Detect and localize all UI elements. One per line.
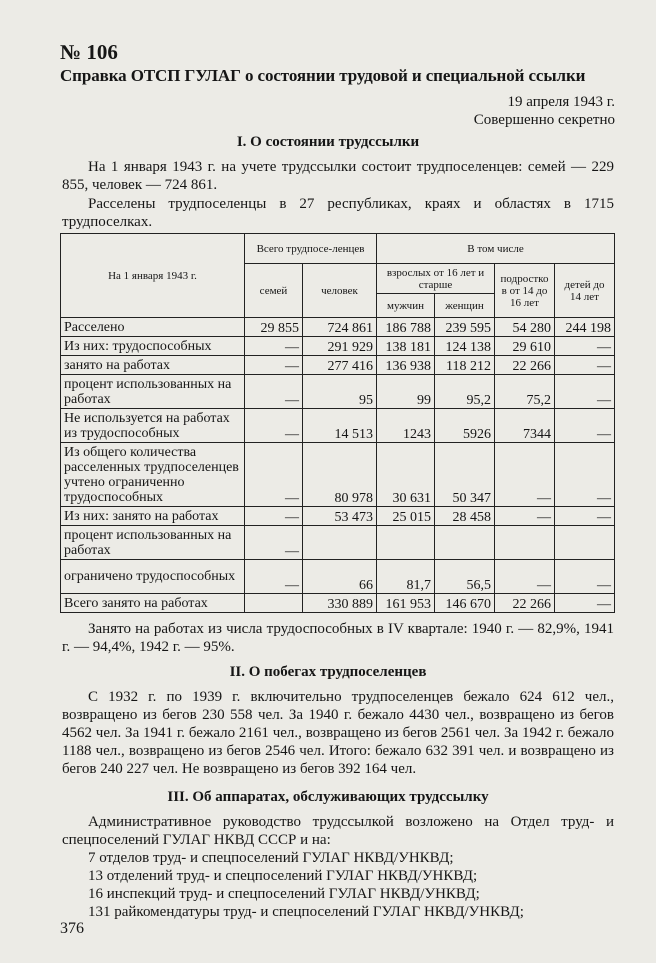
cell-families: — — [245, 409, 303, 443]
cell-families: — — [245, 526, 303, 560]
list-item: 7 отделов труд- и спецпоселений ГУЛАГ НКВД/УНКВД; — [88, 850, 454, 866]
cell-teens: 54 280 — [495, 318, 555, 337]
after-table-paragraph: Занято на работах из числа трудоспособных в IV квартале: 1940 г. — 82,9%, 1941 г. — 94,4%, 1942 г. — 95%. — [62, 621, 614, 655]
cell-families: — — [245, 507, 303, 526]
row-label: Расселено — [61, 318, 245, 337]
document-number: № 106 — [60, 40, 118, 64]
cell-teens: 22 266 — [495, 594, 555, 613]
cell-persons: 80 978 — [303, 443, 377, 507]
document-title: Справка ОТСП ГУЛАГ о состоянии трудовой и специальной ссылки — [60, 66, 586, 85]
cell-families — [245, 594, 303, 613]
cell-persons: 14 513 — [303, 409, 377, 443]
settlers-table — [60, 233, 615, 613]
cell-men: 138 181 — [377, 337, 435, 356]
cell-women: 50 347 — [435, 443, 495, 507]
section2-paragraph: С 1932 г. по 1939 г. включительно трудпоселенцев бежало 624 612 чел., возвращено из бегов 230 558 чел. За 1940 г. бежало 4430 чел., возвращено из бегов 4562 чел. За 1941 г. бежало 2161 чел., возвращено из бегов 2561 чел. За 1942 г. бежало 1188 чел., возвращено из бегов 2546 чел. Итого: бежало 632 391 чел. и возвращено из бегов 240 227 чел. Не возвращено из бегов 392 164 чел. — [62, 689, 614, 777]
cell-men: 99 — [377, 375, 435, 409]
list-item: 16 инспекций труд- и спецпоселений ГУЛАГ НКВД/УНКВД; — [88, 886, 480, 902]
row-label: ограничено трудоспособных — [61, 560, 245, 594]
cell-men: 161 953 — [377, 594, 435, 613]
header-children: детей до 14 лет — [555, 264, 615, 318]
cell-women: 95,2 — [435, 375, 495, 409]
cell-men: 186 788 — [377, 318, 435, 337]
list-item: 131 райкомендатуры труд- и спецпоселений ГУЛАГ НКВД/УНКВД; — [88, 904, 524, 920]
cell-persons: 66 — [303, 560, 377, 594]
header-row-label: На 1 января 1943 г. — [61, 234, 245, 318]
cell-teens: 29 610 — [495, 337, 555, 356]
cell-persons: 95 — [303, 375, 377, 409]
list-item: 13 отделений труд- и спецпоселений ГУЛАГ НКВД/УНКВД; — [88, 868, 478, 884]
cell-women: 118 212 — [435, 356, 495, 375]
document-date: 19 апреля 1943 г. — [507, 94, 615, 110]
cell-children: 244 198 — [555, 318, 615, 337]
cell-teens: — — [495, 507, 555, 526]
table-row — [61, 560, 615, 594]
section3-heading: III. Об аппаратах, обслуживающих трудссылку — [167, 789, 489, 805]
section3-paragraph: Административное руководство трудссылкой возложено на Отдел труд- и спецпоселений ГУЛАГ НКВД СССР и на: — [62, 814, 614, 848]
cell-women: 124 138 — [435, 337, 495, 356]
cell-children: — — [555, 337, 615, 356]
section1-heading: I. О состоянии трудссылки — [236, 134, 420, 150]
cell-persons — [303, 526, 377, 560]
page-number: 376 — [60, 920, 84, 937]
cell-families: — — [245, 560, 303, 594]
cell-children: — — [555, 560, 615, 594]
row-label: Не используется на работах из трудоспособных — [61, 409, 245, 443]
cell-children: — — [555, 409, 615, 443]
section2-heading: II. О побегах трудпоселенцев — [229, 664, 427, 680]
cell-families: — — [245, 356, 303, 375]
cell-children — [555, 526, 615, 560]
header-men: мужчин — [377, 294, 435, 318]
cell-persons: 330 889 — [303, 594, 377, 613]
secrecy-mark: Совершенно секретно — [473, 112, 615, 128]
section1-paragraph-1: На 1 января 1943 г. на учете трудссылки состоит трудпоселенцев: семей — 229 855, человек — 724 861. — [62, 159, 614, 193]
cell-teens: 7344 — [495, 409, 555, 443]
cell-persons: 53 473 — [303, 507, 377, 526]
cell-children: — — [555, 375, 615, 409]
cell-children: — — [555, 356, 615, 375]
cell-teens: 75,2 — [495, 375, 555, 409]
header-including: В том числе — [377, 234, 615, 264]
header-adults: взрослых от 16 лет и старше — [377, 264, 495, 294]
cell-persons: 277 416 — [303, 356, 377, 375]
cell-teens: — — [495, 443, 555, 507]
row-label: процент использованных на работах — [61, 526, 245, 560]
cell-women: 146 670 — [435, 594, 495, 613]
cell-men — [377, 526, 435, 560]
header-total-group: Всего трудпосе-ленцев — [245, 234, 377, 264]
cell-teens — [495, 526, 555, 560]
table-row — [61, 507, 615, 526]
cell-men: 81,7 — [377, 560, 435, 594]
cell-children: — — [555, 507, 615, 526]
cell-persons: 724 861 — [303, 318, 377, 337]
row-label: Из общего количества расселенных трудпоселенцев учтено ограниченно трудоспособных — [61, 443, 245, 507]
row-label: Всего занято на работах — [61, 594, 245, 613]
cell-families: — — [245, 337, 303, 356]
table-row — [61, 337, 615, 356]
table-row — [61, 356, 615, 375]
table-row — [61, 594, 615, 613]
table-row — [61, 526, 615, 560]
cell-women — [435, 526, 495, 560]
cell-women: 239 595 — [435, 318, 495, 337]
cell-men: 30 631 — [377, 443, 435, 507]
header-women: женщин — [435, 294, 495, 318]
cell-women: 28 458 — [435, 507, 495, 526]
cell-families: — — [245, 375, 303, 409]
row-label: Из них: занято на работах — [61, 507, 245, 526]
row-label: Из них: трудоспособных — [61, 337, 245, 356]
cell-children: — — [555, 443, 615, 507]
table-row — [61, 375, 615, 409]
header-teens: подростко в от 14 до 16 лет — [495, 264, 555, 318]
cell-women: 5926 — [435, 409, 495, 443]
section1-paragraph-2: Расселены трудпоселенцы в 27 республиках, краях и областях в 1715 трудпоселках. — [62, 196, 614, 230]
cell-families: 29 855 — [245, 318, 303, 337]
cell-children: — — [555, 594, 615, 613]
header-families: семей — [245, 264, 303, 318]
header-persons: человек — [303, 264, 377, 318]
row-label: занято на работах — [61, 356, 245, 375]
table-row — [61, 443, 615, 507]
cell-men: 136 938 — [377, 356, 435, 375]
cell-teens: 22 266 — [495, 356, 555, 375]
cell-families: — — [245, 443, 303, 507]
cell-men: 25 015 — [377, 507, 435, 526]
cell-women: 56,5 — [435, 560, 495, 594]
cell-teens: — — [495, 560, 555, 594]
cell-persons: 291 929 — [303, 337, 377, 356]
cell-men: 1243 — [377, 409, 435, 443]
table-row — [61, 409, 615, 443]
row-label: процент использованных на работах — [61, 375, 245, 409]
table-row — [61, 318, 615, 337]
